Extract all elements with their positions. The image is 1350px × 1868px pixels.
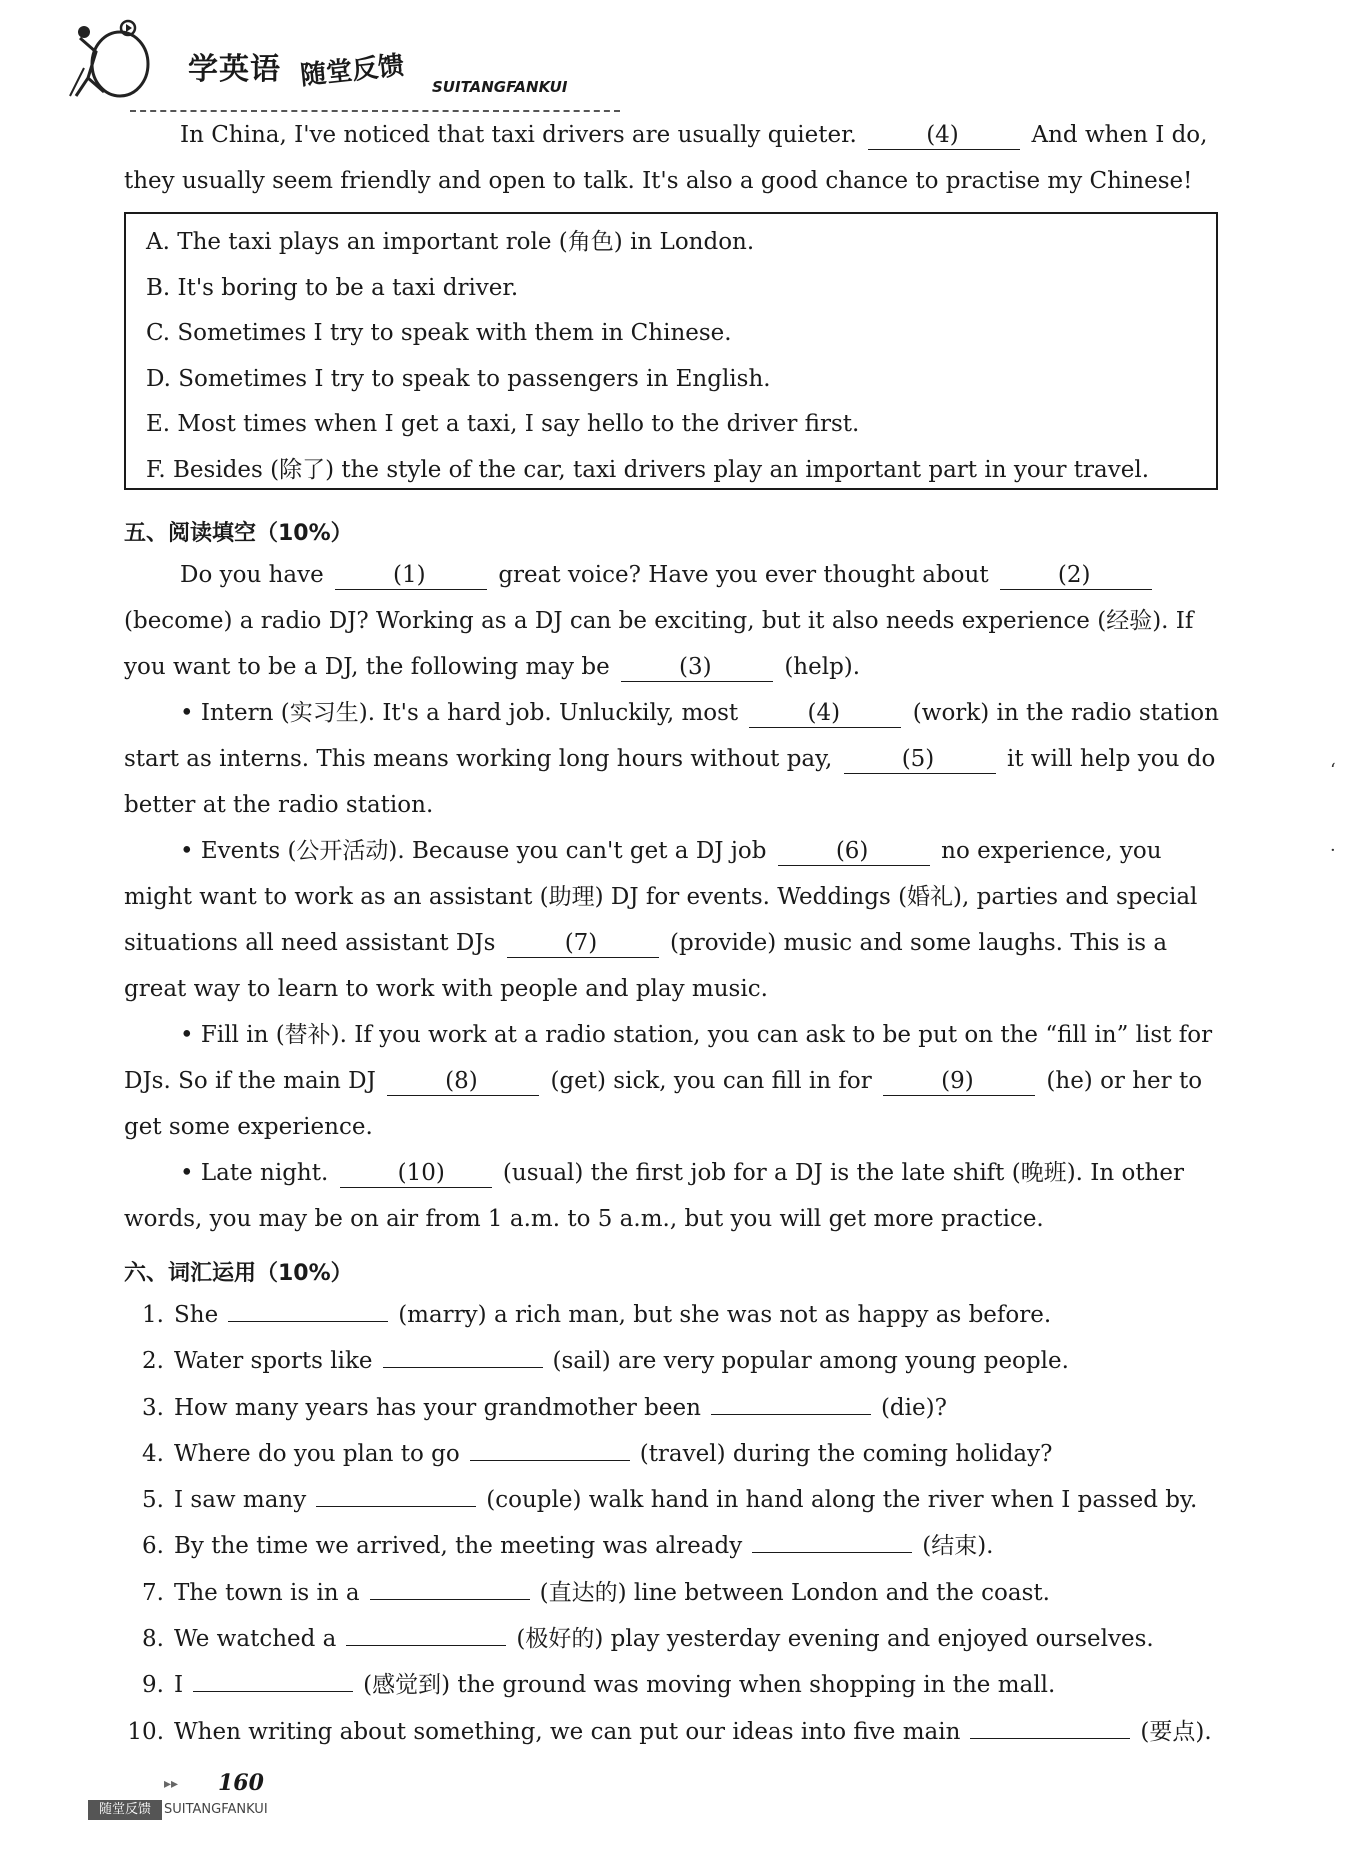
- item-text: I: [174, 1672, 184, 1699]
- brand-subtitle-en: SUITANGFANKUI: [432, 78, 568, 96]
- section-6-title: 六、词汇运用（10%）: [124, 1261, 353, 1286]
- vocab-blank-5[interactable]: [316, 1478, 476, 1507]
- s5-text: Do you have: [180, 562, 324, 588]
- margin-mark: ·: [1330, 840, 1336, 861]
- item-text: Where do you plan to go: [174, 1440, 460, 1467]
- item-number: 1.: [142, 1302, 164, 1328]
- answer-blank-7[interactable]: (7): [507, 929, 659, 958]
- item-number: 8.: [142, 1626, 164, 1653]
- vocab-blank-1[interactable]: [228, 1293, 388, 1322]
- vocabulary-list: [124, 1292, 1224, 1755]
- item-text: We watched a: [174, 1626, 337, 1653]
- section-5-passage: [124, 552, 1220, 1242]
- top-text-2: And when I do,: [1031, 122, 1208, 148]
- item-text: (感觉到) the ground was moving when shopping in the mall.: [363, 1672, 1056, 1699]
- top-text-1: In China, I've noticed that taxi drivers are usually quieter.: [180, 122, 857, 148]
- answer-blank-6[interactable]: (6): [778, 837, 930, 866]
- runner-logo-icon: [66, 18, 176, 104]
- item-text: She: [174, 1302, 219, 1328]
- s5-text: (usual) the first job for a DJ is the late shift (晚班). In other words, you may be on air from 1 a.m. to 5 a.m., but you will get more practice.: [124, 1160, 1185, 1232]
- answer-blank-8[interactable]: (8): [387, 1067, 539, 1096]
- footer-arrows-icon: ▸▸: [164, 1776, 179, 1792]
- option-f: F. Besides (除了) the style of the car, taxi drivers play an important part in your travel.: [146, 456, 1150, 483]
- answer-blank-4[interactable]: (4): [868, 121, 1020, 150]
- item-text: (直达的) line between London and the coast.: [539, 1579, 1050, 1606]
- item-text: The town is in a: [174, 1579, 360, 1606]
- item-number: 5.: [142, 1487, 164, 1514]
- s5-text: (provide) music and some laughs. This is a great way to learn to work with people and play music.: [124, 930, 1168, 1002]
- vocab-blank-2[interactable]: [383, 1339, 543, 1368]
- item-text: (travel) during the coming holiday?: [639, 1440, 1053, 1467]
- margin-mark: ‘: [1330, 760, 1336, 781]
- answer-blank-9[interactable]: (9): [883, 1067, 1035, 1096]
- s5-text: • Late night.: [180, 1160, 329, 1186]
- brand-subtitle-cn: 随堂反馈: [298, 50, 406, 92]
- item-text: (要点).: [1140, 1718, 1212, 1745]
- item-text: How many years has your grandmother been: [174, 1394, 701, 1421]
- vocab-item-2: [124, 1338, 1224, 1384]
- section-5-title: 五、阅读填空（10%）: [124, 521, 353, 546]
- item-number: 6.: [142, 1533, 164, 1560]
- item-number: 2.: [142, 1348, 164, 1375]
- footer-tag-cn: 随堂反馈: [88, 1800, 162, 1820]
- option-a: A. The taxi plays an important role (角色) in London.: [146, 229, 755, 255]
- s5-text: • Fill in (替补). If you work at a radio station, you can ask to be put on the “fill in” list for DJs. So if the main DJ: [124, 1022, 1213, 1094]
- s5-text: (help).: [784, 654, 861, 680]
- item-number: 3.: [142, 1394, 164, 1421]
- vocab-item-5: [124, 1477, 1224, 1523]
- s5-text: (become) a radio DJ? Working as a DJ can be exciting, but it also needs experience (经验). If you want to be a DJ, the following may be: [124, 608, 1194, 680]
- header: [60, 14, 580, 104]
- vocab-blank-3[interactable]: [711, 1386, 871, 1415]
- item-text: (结束).: [922, 1533, 994, 1560]
- option-c: C. Sometimes I try to speak with them in Chinese.: [146, 320, 732, 346]
- s5-text: (get) sick, you can fill in for: [550, 1068, 872, 1094]
- item-number: 4.: [142, 1440, 164, 1467]
- item-number: 9.: [142, 1672, 164, 1699]
- vocab-blank-7[interactable]: [370, 1571, 530, 1600]
- vocab-blank-6[interactable]: [752, 1524, 912, 1553]
- s5-text: great voice? Have you ever thought about: [498, 562, 989, 588]
- item-number: 10.: [127, 1718, 164, 1745]
- vocab-blank-4[interactable]: [470, 1432, 630, 1461]
- vocab-item-9: [124, 1662, 1224, 1708]
- vocab-item-6: [124, 1523, 1224, 1569]
- item-text: By the time we arrived, the meeting was already: [174, 1533, 743, 1560]
- item-text: (marry) a rich man, but she was not as happy as before.: [398, 1302, 1052, 1328]
- top-text-3: they usually seem friendly and open to talk. It's also a good chance to practise my Chinese!: [124, 168, 1193, 194]
- vocab-blank-9[interactable]: [193, 1663, 353, 1692]
- answer-blank-4b[interactable]: (4): [749, 699, 901, 728]
- vocab-item-8: [124, 1616, 1224, 1662]
- vocab-item-3: [124, 1385, 1224, 1431]
- s5-text: • Intern (实习生). It's a hard job. Unluckily, most: [180, 700, 739, 726]
- top-paragraph: [124, 112, 1220, 204]
- s5-text: (he) or her to get some experience.: [124, 1068, 1203, 1140]
- item-text: (sail) are very popular among young people.: [552, 1348, 1069, 1375]
- s5-text: it will help you do better at the radio station.: [124, 746, 1216, 818]
- vocab-blank-8[interactable]: [346, 1617, 506, 1646]
- item-text: I saw many: [174, 1487, 307, 1514]
- brand-title-cn: 学英语: [188, 52, 281, 87]
- item-number: 7.: [142, 1579, 164, 1606]
- vocab-blank-10[interactable]: [970, 1710, 1130, 1739]
- answer-blank-5[interactable]: (5): [844, 745, 996, 774]
- footer-tag-en: SUITANGFANKUI: [164, 1802, 268, 1817]
- vocab-item-10: [124, 1709, 1224, 1755]
- item-text: When writing about something, we can put our ideas into five main: [174, 1718, 961, 1745]
- vocab-item-1: [124, 1292, 1224, 1338]
- s5-text: (work) in the radio station start as interns. This means working long hours without pay,: [124, 700, 1219, 772]
- options-box: [124, 212, 1218, 490]
- answer-blank-3[interactable]: (3): [621, 653, 773, 682]
- option-d: D. Sometimes I try to speak to passengers in English.: [146, 365, 771, 392]
- option-b: B. It's boring to be a taxi driver.: [146, 274, 519, 301]
- answer-blank-2[interactable]: (2): [1000, 561, 1152, 590]
- answer-blank-10[interactable]: (10): [340, 1159, 492, 1188]
- option-e: E. Most times when I get a taxi, I say hello to the driver first.: [146, 411, 860, 437]
- item-text: Water sports like: [174, 1348, 373, 1375]
- vocab-item-4: [124, 1431, 1224, 1477]
- s5-text: • Events (公开活动). Because you can't get a DJ job: [180, 838, 767, 864]
- item-text: (die)?: [880, 1394, 947, 1421]
- vocab-item-7: [124, 1570, 1224, 1616]
- item-text: (极好的) play yesterday evening and enjoyed ourselves.: [516, 1626, 1154, 1653]
- page-number: 160: [218, 1770, 264, 1796]
- s5-text: no experience, you might want to work as an assistant (助理) DJ for events. Weddings (婚礼), parties and special situations all need assistant DJs: [124, 838, 1198, 956]
- item-text: (couple) walk hand in hand along the river when I passed by.: [486, 1487, 1198, 1514]
- answer-blank-1[interactable]: (1): [335, 561, 487, 590]
